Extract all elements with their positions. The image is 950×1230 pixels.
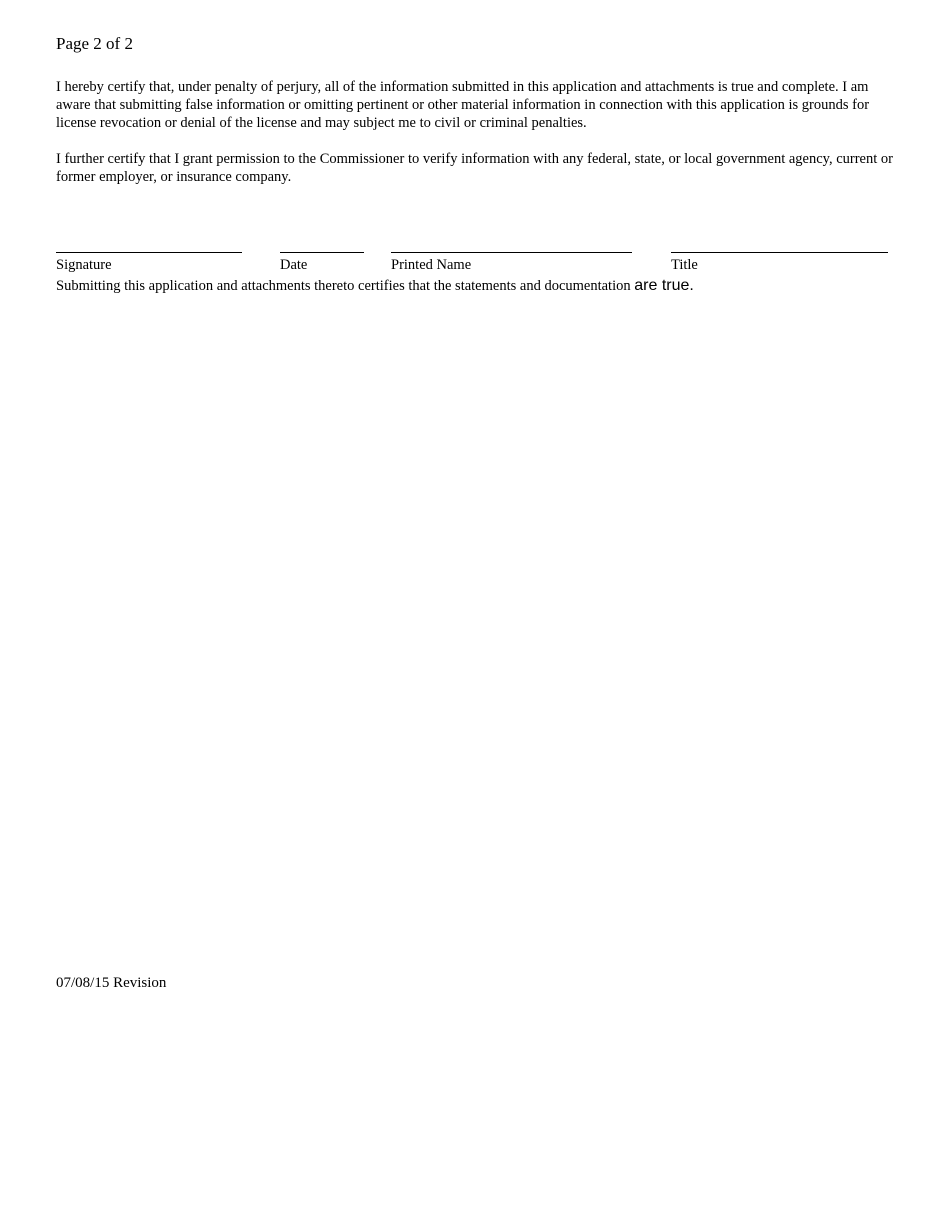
date-label: Date (280, 257, 308, 273)
revision-footer: 07/08/15 Revision (56, 975, 167, 991)
title-line[interactable] (671, 252, 888, 253)
printed-name-label: Printed Name (391, 257, 472, 273)
signature-line[interactable] (56, 252, 242, 253)
certification-paragraph-permission: I further certify that I grant permission to the Commissioner to verify information with any federal, state, or local government agency, current or former employer, or insurance company. (56, 151, 893, 185)
signature-label: Signature (56, 257, 112, 273)
certification-paragraph-perjury: I hereby certify that, under penalty of perjury, all of the information submitted in this application and attachments is true and complete. I am aware that submitting false information or omitting pertinent or other material information in connection with this application is grounds for license revocation or denial of the license and may subject me to civil or criminal penalties. (56, 79, 870, 131)
title-label: Title (671, 257, 698, 273)
page-number: Page 2 of 2 (56, 34, 133, 53)
submission-note (56, 276, 694, 296)
date-line[interactable] (280, 252, 364, 253)
printed-name-line[interactable] (391, 252, 632, 253)
submission-note-tail: are true. (634, 277, 694, 294)
submission-note-text: Submitting this application and attachments thereto certifies that the statements and documentation (56, 278, 635, 294)
